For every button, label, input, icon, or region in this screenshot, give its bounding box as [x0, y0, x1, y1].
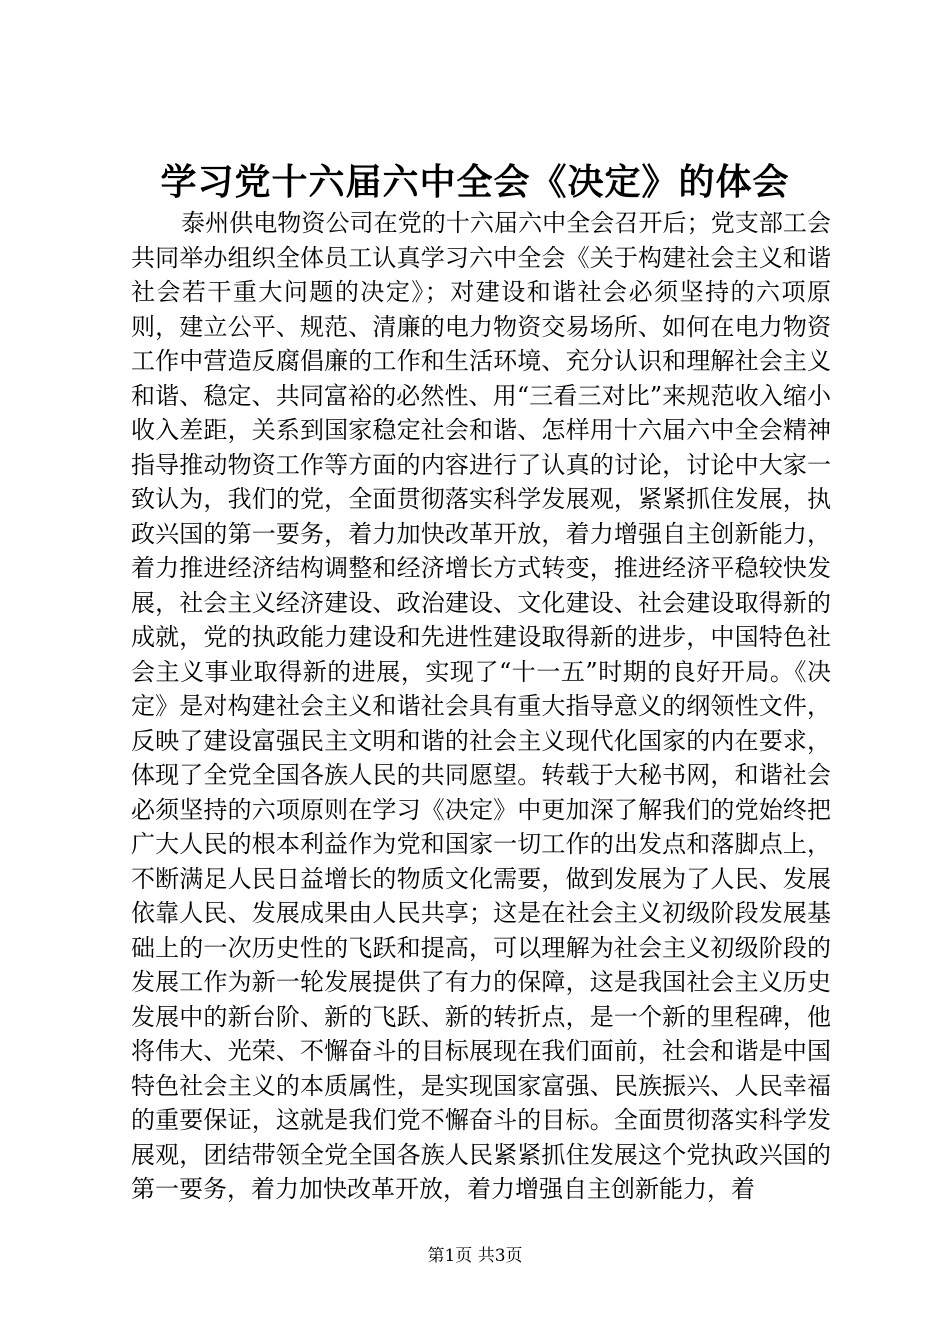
page-footer: 第1页 共3页: [427, 1246, 523, 1266]
document-title: 学习党十六届六中全会《决定》的体会: [160, 161, 790, 203]
document-body-paragraph: 泰州供电物资公司在党的十六届六中全会召开后；党支部工会共同举办组织全体员工认真学习六中全会《关于构建社会主义和谐社会若干重大问题的决定》；对建设和谐社会必须坚持的六项原则，建立公平、规范、清廉的电力物资交易场所、如何在电力物资工作中营造反腐倡廉的工作和生活环境、充分认识和理解社会主义和谐、稳定、共同富裕的必然性、用“三看三对比”来规范收入缩小收入差距，关系到国家稳定社会和谐、怎样用十六届六中全会精神指导推动物资工作等方面的内容进行了认真的讨论，讨论中大家一致认为，我们的党，全面贯彻落实科学发展观，紧紧抓住发展，执政兴国的第一要务，着力加快改革开放，着力增强自主创新能力，着力推进经济结构调整和经济增长方式转变，推进经济平稳较快发展，社会主义经济建设、政治建设、文化建设、社会建设取得新的成就，党的执政能力建设和先进性建设取得新的进步，中国特色社会主义事业取得新的进展，实现了“十一五”时期的良好开局。《决定》是对构建社会主义和谐社会具有重大指导意义的纲领性文件，反映了建设富强民主文明和谐的社会主义现代化国家的内在要求，体现了全党全国各族人民的共同愿望。转载于大秘书网，和谐社会必须坚持的六项原则在学习《决定》中更加深了解我们的党始终把广大人民的根本利益作为党和国家一切工作的出发点和落脚点上，不断满足人民日益增长的物质文化需要，做到发展为了人民、发展依靠人民、发展成果由人民共享；这是在社会主义初级阶段发展基础上的一次历史性的飞跃和提高，可以理解为社会主义初级阶段的发展工作为新一轮发展提供了有力的保障，这是我国社会主义历史发展中的新台阶、新的飞跃、新的转折点，是一个新的里程碑，他将伟大、光荣、不懈奋斗的目标展现在我们面前，社会和谐是中国特色社会主义的本质属性，是实现国家富强、民族振兴、人民幸福的重要保证，这就是我们党不懈奋斗的目标。全面贯彻落实科学发展观，团结带领全党全国各族人民紧紧抓住发展这个党执政兴国的第一要务，着力加快改革开放，着力增强自主创新能力，着: [131, 209, 831, 1203]
